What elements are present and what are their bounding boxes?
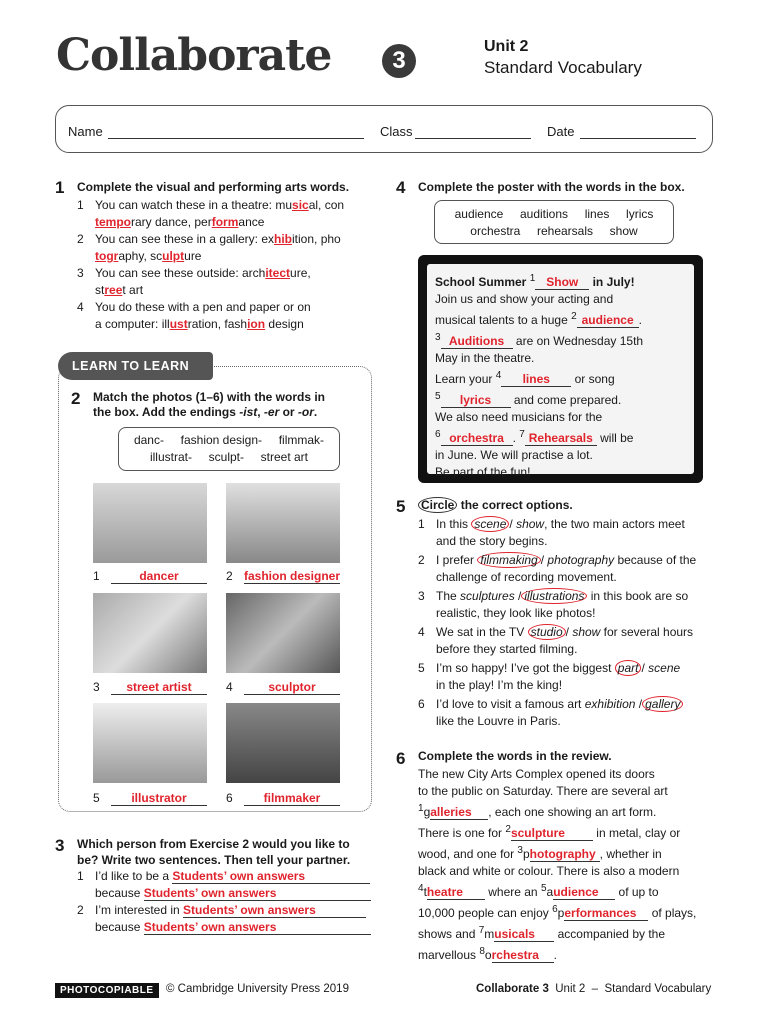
ex1-number: 1 (55, 178, 65, 197)
photo-filmmaker (226, 703, 340, 783)
ex1-answer[interactable]: tempo (95, 215, 131, 229)
photocopiable-tag: PHOTOCOPIABLE (55, 983, 159, 998)
ex1-line: 3 You can see these outside: architecture, (77, 266, 311, 280)
poster-answer-1[interactable]: Show (535, 275, 589, 290)
ex4-title: Complete the poster with the words in the box. (418, 180, 685, 194)
ex5-item: 3 The sculptures / illustrations in this book are so realistic, they look like photos! (418, 589, 689, 620)
ex5-circled-option[interactable]: scene (471, 516, 509, 532)
footer-right: Collaborate 3 Unit 2 – Standard Vocabulary (476, 983, 712, 995)
ex2-title-line1: Match the photos (1–6) with the words in (93, 390, 326, 404)
ex1-line: temporary dance, performance (95, 215, 265, 229)
ex1-title: Complete the visual and performing arts words. (77, 180, 350, 194)
ex1-line: 2 You can see these in a gallery: exhibition, pho (77, 232, 341, 246)
photo-sculptor (226, 593, 340, 673)
ex6-number: 6 (396, 749, 406, 768)
ex2-answer-row: 5 illustrator (93, 790, 207, 807)
ex2-answer-row: 6 filmmaker (226, 790, 340, 807)
photo-dancer (93, 483, 207, 563)
ex5-option[interactable]: scene (648, 661, 681, 675)
ex6-title: Complete the words in the review. (418, 749, 612, 763)
logo: Collaborate (56, 30, 332, 81)
ex5-item: 1 In this scene / show, the two main actors meet and the story begins. (418, 517, 685, 548)
ex1-line: a computer: illustration, fashion design (95, 317, 304, 331)
ex1-line: street art (95, 283, 144, 297)
date-field[interactable] (580, 138, 696, 139)
ex5-circled-option[interactable]: filmmaking (477, 552, 540, 568)
ex6-answer-2[interactable]: sculpture (511, 826, 593, 841)
ex6-answer-3[interactable]: hotography (530, 847, 600, 862)
ex1-answer[interactable]: ust (169, 317, 188, 331)
class-field[interactable] (415, 138, 531, 139)
ex2-answer[interactable]: sculptor (244, 680, 340, 695)
ex2-answer[interactable]: filmmaker (244, 791, 340, 806)
class-label: Class (380, 124, 413, 139)
ex1-line: 1 You can watch these in a theatre: musical, con (77, 198, 345, 212)
ex6-answer-7[interactable]: usicals (494, 927, 554, 942)
ex6-review: The new City Arts Complex opened its doors to the public on Saturday. There are several art $^1$galleries , each one showing an art form. There is one for $^2$sculpture in metal, clay or wood, and one for $^3$photography , whether in black and white or colour. There is also a modern $^4$theatre where an $^5$audience of up to 10,000 people can enjoy $^6$performances of plays, shows and $^7$musicals accompanied by the marvellous $^8$orchestra . (418, 767, 697, 962)
date-label: Date (547, 124, 575, 139)
ex2-answer[interactable]: dancer (111, 569, 207, 584)
poster-answer-3[interactable]: Auditions (441, 334, 513, 349)
poster: School Summer $^1$ Show in July! Join us and show your acting and musical talents to a huge $^2$ audience . $^3$ Auditions are on Wednesday 15th May in the theatre. Learn your $^4$ lines or song $^5$ lyrics and come prepared. We also need musicians for the $^6$ orchestra . $^7$ Rehearsals will be in June. We will practise a lot. Be part of the fun! (418, 255, 703, 483)
ex5-item: 2 I prefer filmmaking / photography because of the challenge of recording movement. (418, 553, 697, 584)
learn-to-learn-badge: LEARN TO LEARN (58, 352, 213, 380)
ex6-answer-4[interactable]: heatre (427, 885, 485, 900)
ex2-title-line2: the box. Add the endings -ist, -er or -or. (93, 405, 318, 419)
copyright: © Cambridge University Press 2019 (166, 983, 349, 995)
ex3-answer-1a[interactable]: Students’ own answers (172, 869, 370, 884)
ex5-title: Circle the correct options. (418, 498, 573, 512)
poster-answer-2[interactable]: audience (577, 313, 639, 328)
photo-illustrator (93, 703, 207, 783)
ex5-option[interactable]: show (572, 625, 601, 639)
ex6-answer-1[interactable]: alleries (430, 805, 488, 820)
photo-fashion-designer (226, 483, 340, 563)
ex1-answer[interactable]: hib (274, 232, 293, 246)
logo-number-badge: 3 (382, 44, 416, 78)
ex5-number: 5 (396, 497, 406, 516)
ex2-answer-row: 2 fashion designer (226, 569, 341, 583)
ex5-option[interactable]: show (516, 517, 545, 531)
ex4-number: 4 (396, 178, 406, 197)
name-label: Name (68, 124, 103, 139)
name-field[interactable] (108, 138, 364, 139)
ex5-circled-option[interactable]: part (615, 660, 642, 676)
ex1-answer[interactable]: ulpt (162, 249, 185, 263)
ex5-item: 5 I’m so happy! I’ve got the biggest part / scene in the play! I’m the king! (418, 661, 681, 692)
ex2-answer[interactable]: street artist (111, 680, 207, 695)
ex6-answer-6[interactable]: erformances (564, 906, 648, 921)
ex2-answer[interactable]: fashion designer (244, 569, 341, 583)
ex1-answer[interactable]: ion (247, 317, 266, 331)
ex3-lines: 1 I’d like to be a Students’ own answers because Students’ own answers 2 I’m interested in Students’ own answers because Students’ own answers (77, 868, 371, 936)
ex5-option[interactable]: photography (547, 553, 615, 567)
ex1-answer[interactable]: form (211, 215, 239, 229)
ex5-items (418, 516, 696, 732)
ex6-answer-8[interactable]: rchestra (492, 948, 554, 963)
ex1-line: tography, sculpture (95, 249, 202, 263)
ex5-circled-option[interactable]: studio (528, 624, 566, 640)
ex6-answer-5[interactable]: udience (553, 885, 615, 900)
ex1-line: 4 You do these with a pen and paper or on (77, 300, 311, 314)
ex1-answer[interactable]: itect (265, 266, 291, 280)
ex5-item: 6 I’d love to visit a famous art exhibition / gallery like the Louvre in Paris. (418, 696, 696, 730)
ex3-answer-1b[interactable]: Students’ own answers (144, 886, 371, 901)
ex5-item: 4 We sat in the TV studio / show for several hours before they started filming. (418, 625, 694, 656)
photo-street-artist (93, 593, 207, 673)
ex5-circled-option[interactable]: gallery (642, 696, 683, 712)
ex1-lines (77, 197, 344, 333)
ex1-answer[interactable]: ree (104, 283, 123, 297)
ex2-word-box: danc- fashion design- filmmak- illustrat- sculpt- street art (118, 427, 340, 471)
ex2-number: 2 (71, 389, 81, 408)
unit-subtitle: Standard Vocabulary (484, 58, 642, 77)
unit-title: Unit 2 (484, 38, 529, 55)
ex3-answer-2a[interactable]: Students’ own answers (183, 903, 366, 918)
ex3-title: Which person from Exercise 2 would you like to be? Write two sentences. Then tell your partner. (77, 837, 351, 867)
ex1-answer[interactable]: sic (292, 198, 309, 212)
poster-answer-4[interactable]: lines (501, 372, 571, 387)
poster-answer-6[interactable]: orchestra (441, 431, 513, 446)
ex4-word-box: audience auditions lines lyrics orchestra rehearsals show (434, 200, 674, 244)
ex2-answer-row: 1 dancer (93, 568, 207, 585)
ex2-answer-row: 3 street artist (93, 679, 207, 696)
poster-answer-7[interactable]: Rehearsals (525, 431, 597, 446)
ex3-answer-2b[interactable]: Students’ own answers (144, 920, 371, 935)
ex2-answer-row: 4 sculptor (226, 679, 340, 696)
ex2-answer[interactable]: illustrator (111, 791, 207, 806)
ex1-answer[interactable]: togr (95, 249, 119, 263)
ex5-circled-option[interactable]: illustrations (521, 588, 587, 604)
poster-answer-5[interactable]: lyrics (441, 393, 511, 408)
ex3-number: 3 (55, 836, 65, 855)
